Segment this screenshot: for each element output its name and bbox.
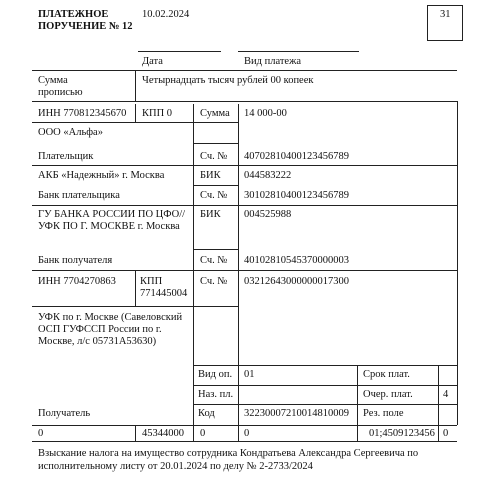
payee-bank-caption: Банк получателя bbox=[38, 255, 113, 266]
rule-tax-bottom bbox=[32, 441, 457, 442]
rule-details-mid bbox=[193, 385, 457, 386]
payee-inn: ИНН 7704270863 bbox=[38, 276, 116, 287]
rule-bik bbox=[193, 185, 238, 186]
date-caption: Дата bbox=[142, 56, 163, 67]
right-fields-divider-left bbox=[357, 365, 358, 425]
payee-kpp: КПП 771445004 bbox=[140, 276, 188, 299]
tax-field-4: 0 bbox=[244, 428, 250, 439]
rule-details-top bbox=[193, 365, 457, 366]
payer-bank-corr-account: 30102810400123456789 bbox=[244, 190, 349, 201]
tax-field-1: 0 bbox=[38, 428, 44, 439]
document-date: 10.02.2024 bbox=[142, 9, 190, 20]
payee-kpp-divider-left bbox=[135, 270, 136, 306]
op-type: 01 bbox=[244, 369, 255, 380]
tax-field-3: 0 bbox=[200, 428, 206, 439]
rule-sum-words-bottom bbox=[32, 101, 457, 102]
tax-field-2: 45344000 bbox=[142, 428, 184, 439]
kpp-divider-left bbox=[135, 104, 136, 122]
payer-caption: Плательщик bbox=[38, 151, 94, 162]
payee-bank-bik-caption: БИК bbox=[200, 209, 221, 220]
sum-in-words: Четырнадцать тысяч рублей 00 копеек bbox=[142, 75, 314, 86]
rule-tax-top bbox=[32, 425, 457, 426]
rule-payee-inn bbox=[32, 306, 238, 307]
payer-inn: ИНН 770812345670 bbox=[38, 108, 127, 119]
form-code: 31 bbox=[440, 9, 451, 20]
payee-bank-name: ГУ БАНКА РОССИИ ПО ЦФО//УФК ПО Г. МОСКВЕ г. Москва bbox=[38, 209, 186, 232]
sum-words-caption: Сумма прописью bbox=[38, 75, 83, 98]
payer-account: 40702810400123456789 bbox=[244, 151, 349, 162]
rule-inn bbox=[32, 122, 238, 123]
payee-name: УФК по г. Москве (Савеловский ОСП ГУФССП России по г. Москве, л/с 05731А53630) bbox=[38, 312, 183, 347]
rule-details-bottom bbox=[193, 404, 457, 405]
payee-bank-corr-account: 40102810545370000003 bbox=[244, 255, 349, 266]
op-type-caption: Вид оп. bbox=[198, 369, 233, 380]
date-underline bbox=[138, 51, 221, 52]
payment-sum: 14 000-00 bbox=[244, 108, 287, 119]
code-caption: Код bbox=[198, 408, 215, 419]
caption-column-left bbox=[193, 104, 194, 425]
sum-caption: Сумма bbox=[200, 108, 230, 119]
rule-payer-bank bbox=[32, 205, 457, 206]
payee-account-caption: Сч. № bbox=[200, 276, 228, 287]
rule-payee-bank bbox=[32, 270, 457, 271]
rule-sum-bottom bbox=[193, 143, 238, 144]
payer-name: ООО «Альфа» bbox=[38, 127, 103, 138]
right-fields-divider-right bbox=[438, 365, 439, 425]
payer-bank-name: АКБ «Надежный» г. Москва bbox=[38, 170, 165, 181]
payer-account-caption: Сч. № bbox=[200, 151, 228, 162]
payee-account: 03212643000000017300 bbox=[244, 276, 349, 287]
tax-field-divider-1 bbox=[135, 425, 136, 441]
payer-kpp: КПП 0 bbox=[142, 108, 173, 119]
payment-purpose: Взыскание налога на имущество сотрудника Кондратьева Александра Сергеевича по исполнительному листу от 20.01.2024 по делу № 2-2733/2024 bbox=[38, 448, 419, 472]
tax-field-5: 01;4509123456 bbox=[369, 428, 435, 439]
document-title: ПЛАТЕЖНОЕ ПОРУЧЕНИЕ № 12 bbox=[38, 9, 133, 32]
tax-field-divider-3 bbox=[238, 425, 239, 441]
tax-field-divider-5 bbox=[438, 425, 439, 441]
payment-type-underline bbox=[238, 51, 359, 52]
caption-column-right bbox=[238, 104, 239, 425]
term-caption: Срок плат. bbox=[363, 369, 410, 380]
tax-field-divider-2 bbox=[193, 425, 194, 441]
tax-field-6: 0 bbox=[443, 428, 449, 439]
priority-caption: Очер. плат. bbox=[363, 389, 413, 400]
payment-type-caption: Вид платежа bbox=[244, 56, 302, 67]
payer-bank-caption: Банк плательщика bbox=[38, 190, 120, 201]
document-right-border bbox=[457, 101, 458, 425]
payer-bank-bik: 044583222 bbox=[244, 170, 292, 181]
payee-bank-account-caption: Сч. № bbox=[200, 255, 228, 266]
priority-value: 4 bbox=[443, 389, 449, 400]
tax-field-divider-4 bbox=[357, 425, 358, 441]
payee-caption: Получатель bbox=[38, 408, 91, 419]
rule-sum-words-top bbox=[32, 70, 457, 71]
reserve-caption: Рез. поле bbox=[363, 408, 404, 419]
payment-code: 32230007210014810009 bbox=[244, 408, 349, 419]
purpose-code-caption: Наз. пл. bbox=[198, 389, 234, 400]
payee-bank-bik: 004525988 bbox=[244, 209, 292, 220]
payer-bank-bik-caption: БИК bbox=[200, 170, 221, 181]
rule-payee-bank-bik bbox=[193, 249, 238, 250]
rule-account bbox=[193, 165, 457, 166]
payer-bank-account-caption: Сч. № bbox=[200, 190, 228, 201]
sum-words-divider bbox=[135, 70, 136, 101]
